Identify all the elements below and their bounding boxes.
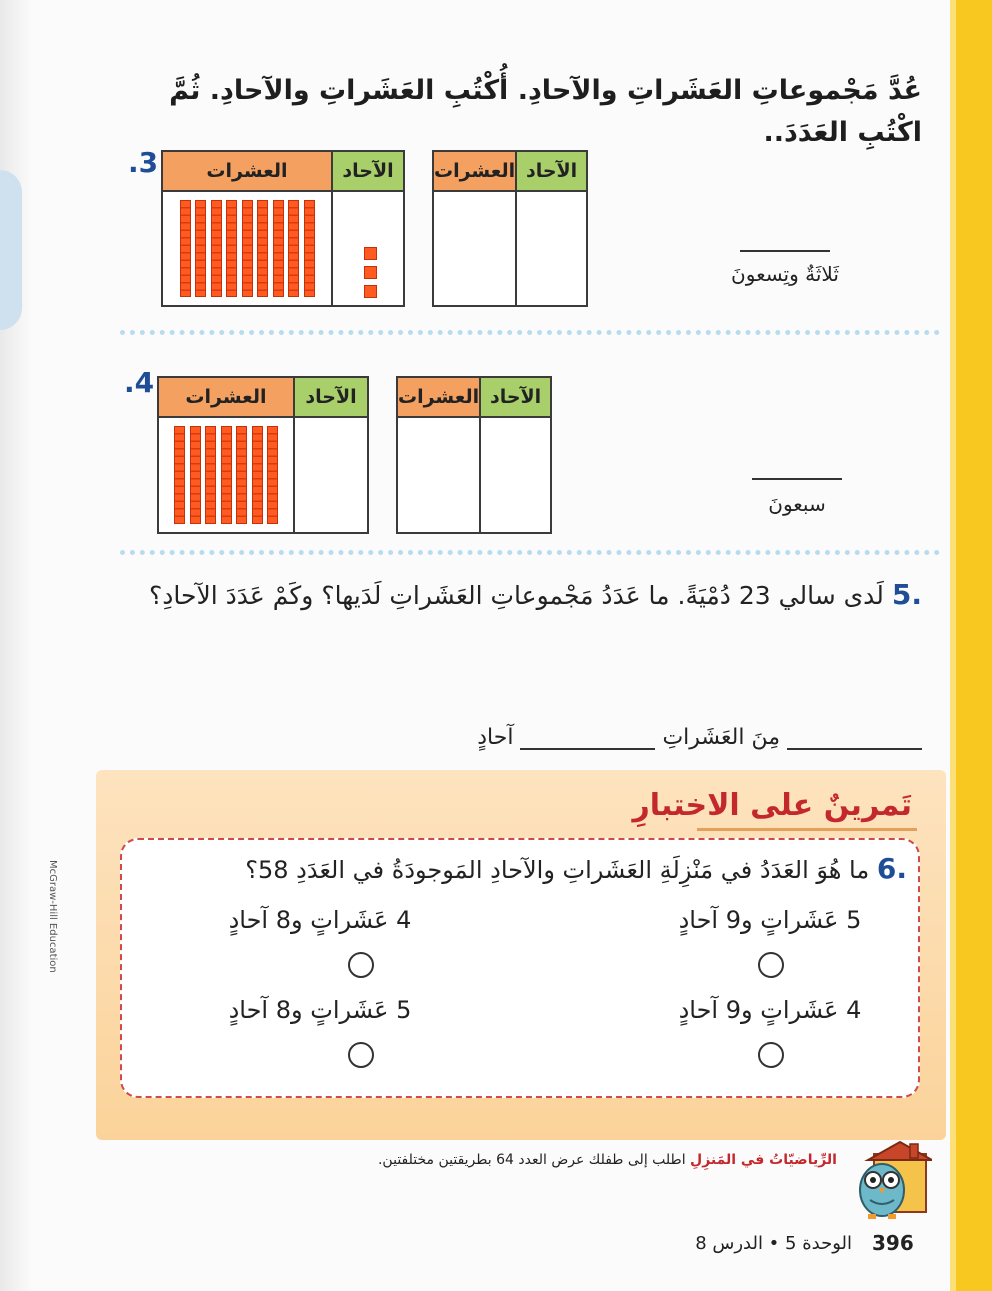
option-a-radio[interactable] xyxy=(758,952,784,978)
q5-ones-blank[interactable] xyxy=(520,728,655,750)
q3-model-table xyxy=(161,150,405,307)
q3-model-tens-column xyxy=(163,152,331,305)
q3-number: .3 xyxy=(128,146,159,179)
ones-cube xyxy=(364,266,377,279)
instruction-text: عُدَّ مَجْموعاتِ العَشَراتِ والآحادِ. أُكْتُبِ العَشَراتِ والآحادِ. ثُمَّ اكْتُبِ العَدَدَ.. xyxy=(169,75,922,148)
q5-number: .5 xyxy=(891,578,922,611)
option-a-label: 5 عَشَراتٍ و9 آحادٍ xyxy=(678,906,862,934)
tens-header: العشرات xyxy=(398,378,479,418)
option-d-label: 5 عَشَراتٍ و8 آحادٍ xyxy=(228,996,412,1024)
q3-model-ones-column xyxy=(331,152,403,305)
q4-ones-answer-cell[interactable] xyxy=(481,418,550,532)
q3-answer-tens-column xyxy=(434,152,515,305)
q3-answer-table xyxy=(432,150,588,307)
tens-rod xyxy=(273,200,284,297)
ones-header: الآحاد xyxy=(517,152,586,192)
math-at-home-title: الرِّياضيّاتُ في المَنزِلِ xyxy=(690,1152,837,1168)
option-d-radio[interactable] xyxy=(348,1042,374,1068)
q4-model-table xyxy=(157,376,369,534)
q4-answer-ones-column xyxy=(479,378,550,532)
q5-text: لَدى سالي 23 دُمْيَةً. ما عَدَدُ مَجْموعاتِ العَشَراتِ لَدَيها؟ وكَمْ عَدَدَ الآحادِ؟ xyxy=(149,581,884,610)
q3-ones-cubes-area xyxy=(333,192,403,305)
tens-rod xyxy=(205,426,216,524)
tens-rod xyxy=(174,426,185,524)
math-at-home xyxy=(378,1152,837,1168)
q4-answer-tens-column xyxy=(398,378,479,532)
page-number: 396 xyxy=(872,1231,914,1255)
q3-tens-answer-cell[interactable] xyxy=(434,192,515,305)
tens-rod xyxy=(242,200,253,297)
q6-text: ما هُوَ العَدَدُ في مَنْزِلَةِ العَشَراتِ والآحادِ المَوجودَةُ في العَدَدِ 58؟ xyxy=(245,856,870,884)
tens-header: العشرات xyxy=(434,152,515,192)
section-divider xyxy=(120,550,940,555)
tens-rod xyxy=(304,200,315,297)
q6-question xyxy=(127,852,907,885)
tens-rod xyxy=(226,200,237,297)
owl-house-icon xyxy=(852,1140,932,1222)
tens-rod xyxy=(252,426,263,524)
q4-number-answer-line[interactable] xyxy=(752,478,842,480)
q4-number-word: سبعونَ xyxy=(768,492,826,516)
tens-rod xyxy=(190,426,201,524)
tens-header: العشرات xyxy=(163,152,331,192)
tens-rod xyxy=(180,200,191,297)
ones-cube xyxy=(364,285,377,298)
tens-rod xyxy=(236,426,247,524)
section-divider xyxy=(120,330,940,335)
q5-question xyxy=(142,575,922,616)
ones-header: الآحاد xyxy=(295,378,367,418)
q4-ones-cubes-area xyxy=(295,418,367,532)
q4-number: .4 xyxy=(124,366,155,399)
tens-rod xyxy=(195,200,206,297)
q5-answer-row xyxy=(122,725,922,750)
decorative-blue-shape xyxy=(0,170,22,330)
unit-lesson-label: الوحدة 5 • الدرس 8 xyxy=(695,1233,852,1254)
q5-tens-blank[interactable] xyxy=(787,728,922,750)
option-c-radio[interactable] xyxy=(758,1042,784,1068)
q4-model-ones-column xyxy=(293,378,367,532)
q3-tens-rods-area xyxy=(163,192,331,305)
ones-header: الآحاد xyxy=(481,378,550,418)
q5-ones-label: آحادٍ xyxy=(477,725,514,750)
tens-header: العشرات xyxy=(159,378,293,418)
test-practice-title: تَمرينٌ على الاختبارِ xyxy=(632,788,912,823)
q3-number-answer-line[interactable] xyxy=(740,250,830,252)
publisher-credit: McGraw-Hill Education xyxy=(47,860,58,973)
math-at-home-text: اطلب إلى طفلك عرض العدد 64 بطريقتين مختلفتين. xyxy=(377,1152,686,1168)
q4-model-tens-column xyxy=(159,378,293,532)
q5-tens-label: مِنَ العَشَراتِ xyxy=(662,725,780,750)
q4-tens-answer-cell[interactable] xyxy=(398,418,479,532)
q3-ones-answer-cell[interactable] xyxy=(517,192,586,305)
q3-number-word: ثَلاثَةٌ وتِسعونَ xyxy=(731,262,839,286)
ones-cube xyxy=(364,247,377,260)
option-c-label: 4 عَشَراتٍ و9 آحادٍ xyxy=(678,996,862,1024)
option-b-label: 4 عَشَراتٍ و8 آحادٍ xyxy=(228,906,412,934)
tens-rod xyxy=(257,200,268,297)
yellow-side-strip xyxy=(956,0,992,1291)
option-b-radio[interactable] xyxy=(348,952,374,978)
tens-rod xyxy=(288,200,299,297)
tens-rod xyxy=(267,426,278,524)
tens-rod xyxy=(211,200,222,297)
q3-answer-ones-column xyxy=(515,152,586,305)
title-underline xyxy=(697,828,917,831)
ones-header: الآحاد xyxy=(333,152,403,192)
q6-number: .6 xyxy=(876,852,907,885)
tens-rod xyxy=(221,426,232,524)
q4-tens-rods-area xyxy=(159,418,293,532)
q4-answer-table xyxy=(396,376,552,534)
